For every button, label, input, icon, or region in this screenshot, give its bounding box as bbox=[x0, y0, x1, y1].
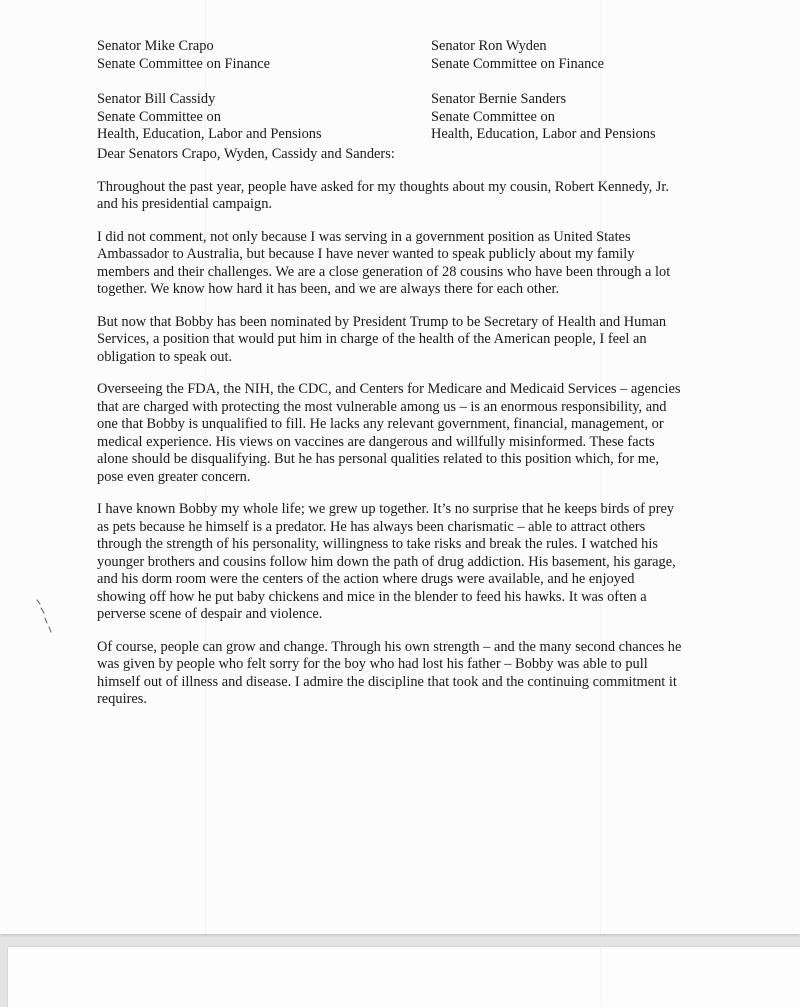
paragraph-line: requires. bbox=[97, 691, 147, 707]
address-block-wyden bbox=[431, 38, 731, 73]
salutation bbox=[97, 146, 722, 164]
paragraph-line: through the strength of his personality, willingness to take risks and break the rules. I watched his bbox=[97, 536, 658, 552]
paragraph-line: that are charged with protecting the most vulnerable among us – is an enormous responsibility, and bbox=[97, 398, 667, 415]
paragraph-line: Services, a position that would put him in charge of the health of the American people, I feel an bbox=[97, 331, 647, 347]
margin-ink-marks bbox=[34, 596, 56, 636]
recipient-committee: Senate Committee on Finance bbox=[97, 55, 271, 72]
paragraph-line: I did not comment, not only because I was serving in a government position as United States bbox=[97, 228, 631, 245]
recipient-addresses bbox=[97, 38, 722, 146]
recipient-committee: Senate Committee on Finance bbox=[431, 55, 605, 72]
paragraph-5 bbox=[97, 501, 722, 624]
paragraph-line: Overseeing the FDA, the NIH, the CDC, and Centers for Medicare and Medicaid Services – agencies bbox=[97, 381, 681, 397]
paragraph-line: Ambassador to Australia, but because I have never wanted to speak publicly about my family bbox=[97, 246, 635, 262]
paragraph-line: Of course, people can grow and change. Through his own strength – and the many second chances he bbox=[97, 638, 682, 655]
paragraph-line: pose even greater concern. bbox=[97, 468, 251, 485]
recipient-name: Senator Bernie Sanders bbox=[431, 91, 567, 107]
paragraph-line: I have known Bobby my whole life; we grew up together. It’s no surprise that he keeps birds of prey bbox=[97, 501, 675, 517]
paragraph-line: medical experience. His views on vaccines are dangerous and willfully misinformed. These facts bbox=[97, 433, 655, 450]
paragraph-line: was given by people who felt sorry for the boy who had lost his father – Bobby was able to pull bbox=[97, 656, 648, 672]
address-block-sanders bbox=[431, 91, 731, 144]
paragraph-line: members and their challenges. We are a close generation of 28 cousins who have been through a lot bbox=[97, 263, 671, 280]
recipient-name: Senator Bill Cassidy bbox=[97, 91, 216, 107]
address-block-crapo bbox=[97, 38, 397, 73]
recipient-name: Senator Ron Wyden bbox=[431, 38, 547, 54]
paragraph-line: alone should be disqualifying. But he has personal qualities related to this position which, for me, bbox=[97, 451, 659, 467]
paragraph-3 bbox=[97, 314, 722, 367]
recipient-name: Senator Mike Crapo bbox=[97, 38, 214, 54]
recipient-committee: Health, Education, Labor and Pensions bbox=[431, 126, 656, 142]
address-block-cassidy bbox=[97, 91, 397, 144]
paragraph-line: Throughout the past year, people have asked for my thoughts about my cousin, Robert Kennedy, Jr. bbox=[97, 178, 669, 195]
paragraph-2 bbox=[97, 229, 722, 299]
paragraph-4 bbox=[97, 381, 722, 486]
paragraph-line: as pets because he himself is a predator. He has always been charismatic – able to attract others bbox=[97, 518, 646, 535]
paragraph-6 bbox=[97, 639, 722, 709]
recipient-committee: Health, Education, Labor and Pensions bbox=[97, 126, 322, 142]
paragraph-line: one that Bobby is unqualified to fill. He lacks any relevant government, financial, management, or bbox=[97, 416, 664, 432]
paragraph-line: and his presidential campaign. bbox=[97, 196, 273, 212]
letter-body bbox=[97, 38, 722, 709]
paragraph-line: But now that Bobby has been nominated by President Trump to be Secretary of Health and Human bbox=[97, 313, 667, 330]
paragraph-line: younger brothers and cousins follow him down the path of drug addiction. His basement, his garage, bbox=[97, 553, 676, 570]
salutation-text: Dear Senators Crapo, Wyden, Cassidy and Sanders: bbox=[97, 146, 395, 162]
paragraph-line: obligation to speak out. bbox=[97, 348, 233, 365]
page-fold-line bbox=[600, 947, 601, 1007]
recipient-committee: Senate Committee on bbox=[97, 108, 221, 125]
paragraph-line: perverse scene of despair and violence. bbox=[97, 606, 323, 622]
paragraph-line: himself out of illness and disease. I admire the discipline that took and the continuing commitment it bbox=[97, 673, 677, 690]
paragraph-line: and his dorm room were the centers of the action where drugs were available, and he enjoyed bbox=[97, 571, 635, 587]
recipient-committee: Senate Committee on bbox=[431, 108, 555, 125]
letter-page-2 bbox=[8, 947, 800, 1007]
paragraph-1 bbox=[97, 179, 722, 214]
paragraph-line: showing off how he put baby chickens and mice in the blender to feed his hawks. It was often a bbox=[97, 588, 647, 605]
paragraph-line: together. We know how hard it has been, and we are always there for each other. bbox=[97, 281, 560, 297]
